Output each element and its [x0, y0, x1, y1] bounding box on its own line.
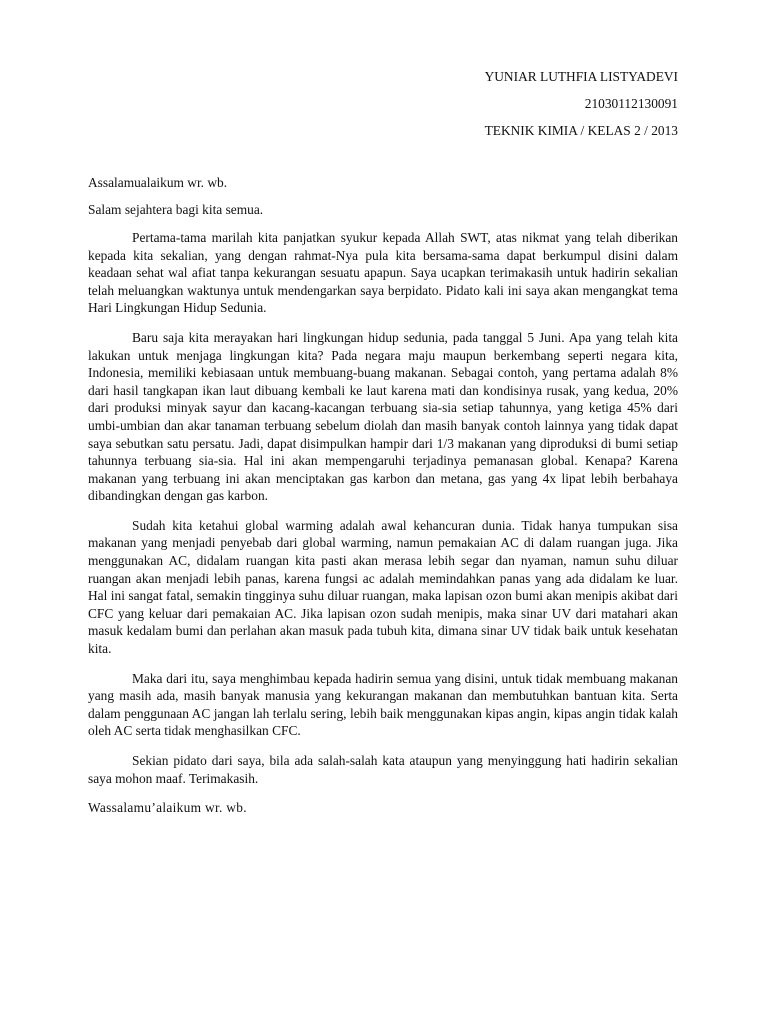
- paragraph-food-waste: Baru saja kita merayakan hari lingkungan hidup sedunia, pada tanggal 5 Juni. Apa yang telah kita lakukan untuk menjaga lingkungan kita? Pada negara maju maupun berkembang seperti negara kita, Indonesia, memiliki kebiasaan untuk membuang-buang makanan. Sebagai contoh, yang pertama adalah 8% dari hasil tangkapan ikan laut dibuang kembali ke laut karena mati dan kondisinya rusak, yang kedua, 20% dari produksi minyak sayur dan kacang-kacangan terbuang sia-sia setiap tahunnya, yang ketiga 45% dari umbi-umbian dan akar tanaman terbuang sebelum diolah dan masih banyak contoh lainnya yang tidak dapat saya sebutkan satu persatu. Jadi, dapat disimpulkan hampir dari 1/3 makanan yang diproduksi di bumi setiap tahunnya terbuang sia-sia. Hal ini akan mempengaruhi terjadinya pemanasan global. Kenapa? Karena makanan yang terbuang ini akan menciptakan gas karbon dan metana, gas yang 4x lipat lebih berbahaya dibandingkan dengan gas karbon.: [88, 329, 678, 504]
- speech-document: [88, 68, 678, 827]
- paragraph-conclusion: Sekian pidato dari saya, bila ada salah-salah kata ataupun yang menyinggung hati hadirin sekalian saya mohon maaf. Terimakasih.: [88, 753, 678, 786]
- paragraph-introduction: Pertama-tama marilah kita panjatkan syukur kepada Allah SWT, atas nikmat yang telah diberikan kepada kita sekalian, yang dengan rahmat-Nya pula kita bersama-sama dapat berkumpul disini dalam keadaan sehat wal afiat tanpa kekurangan sesuatu apapun. Saya ucapkan terimakasih untuk hadirin sekalian telah meluangkan waktunya untuk mendengarkan saya berpidato. Pidato kali ini saya akan mengangkat tema Hari Lingkungan Hidup Sedunia.: [88, 229, 678, 316]
- opening-greeting: Assalamualaikum wr. wb.: [88, 174, 228, 190]
- author-name: YUNIAR LUTHFIA LISTYADEVI: [484, 69, 678, 84]
- salutation: Salam sejahtera bagi kita semua.: [88, 202, 264, 218]
- paragraph-global-warming: Sudah kita ketahui global warming adalah awal kehancuran dunia. Tidak hanya tumpukan sisa makanan yang menjadi penyebab dari global warming, namun pemakaian AC di dalam ruangan juga. Jika menggunakan AC, didalam ruangan kita pasti akan merasa lebih segar dan nyaman, namun suhu diluar ruangan akan menjadi lebih panas, karena fungsi ac adalah memindahkan panas yang ada didalam ke luar. Hal ini sangat fatal, semakin tingginya suhu diluar ruangan, maka lapisan ozon bumi akan menipis akibat dari CFC yang keluar dari pemakaian AC. Jika lapisan ozon sudah menipis, maka sinar UV dari matahari akan masuk kedalam bumi dan perlahan akan masuk pada tubuh kita, dimana sinar UV tidak baik untuk kesehatan kita.: [88, 517, 678, 657]
- author-header: [88, 68, 678, 140]
- closing-greeting: Wassalamu’alaikum wr. wb.: [88, 800, 247, 816]
- paragraph-appeal: Maka dari itu, saya menghimbau kepada hadirin semua yang disini, untuk tidak membuang makanan yang masih ada, masih banyak manusia yang kekurangan makanan dan membutuhkan bantuan kita. Serta dalam penggunaan AC jangan lah terlalu sering, lebih baik menggunakan kipas angin, kipas angin tidak kalah oleh AC serta tidak menghasilkan CFC.: [88, 670, 678, 739]
- program-class-year: TEKNIK KIMIA / KELAS 2 / 2013: [484, 123, 678, 139]
- student-id: 21030112130091: [584, 96, 678, 112]
